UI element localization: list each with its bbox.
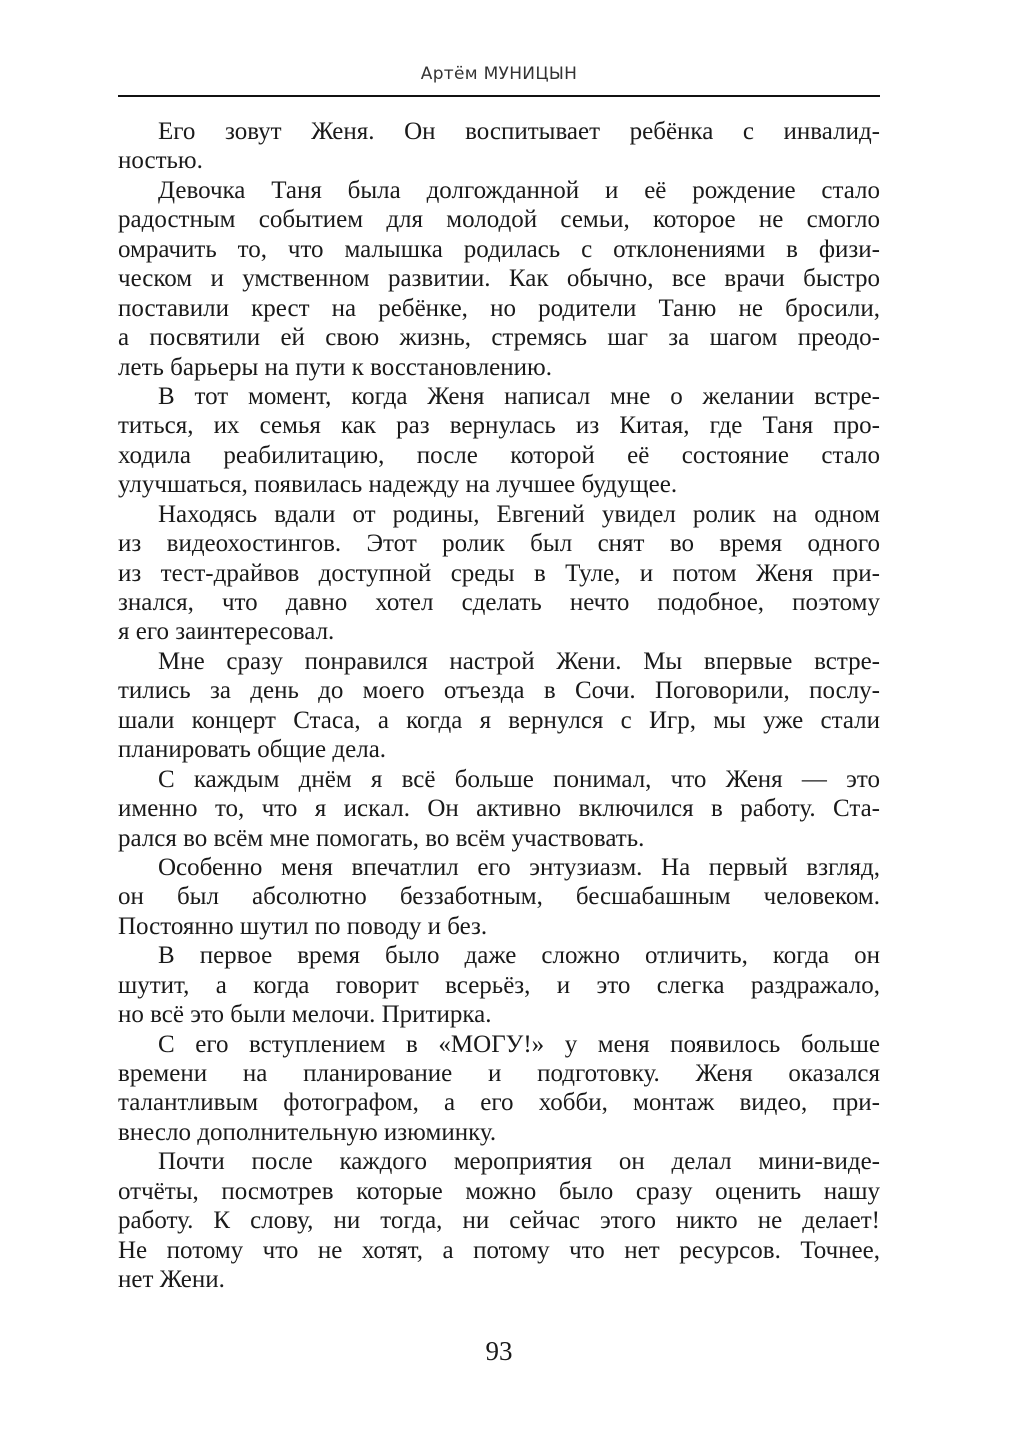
text-line: поставили крест на ребёнке, но родители Таню не бросили, <box>118 294 880 322</box>
text-line: С его вступлением в «МОГУ!» у меня появилось больше <box>158 1030 880 1058</box>
text-line: титься, их семья как раз вернулась из Китая, где Таня про- <box>118 412 880 440</box>
text-line: из видеохостингов. Этот ролик был снят во время одного <box>118 530 880 558</box>
text-line: С каждым днём я всё больше понимал, что Женя — это <box>158 765 880 793</box>
text-line: работу. К слову, ни тогда, ни сейчас этого никто не делает! <box>118 1207 880 1235</box>
text-line: рался во всём мне помогать, во всём участвовать. <box>118 824 645 852</box>
text-line: отчёты, посмотрев которые можно было сразу оценить нашу <box>118 1177 880 1205</box>
text-line: тились за день до моего отъезда в Сочи. Поговорили, послу- <box>118 677 880 705</box>
text-line: шали концерт Стаса, а когда я вернулся с Игр, мы уже стали <box>118 706 880 734</box>
body-text <box>118 117 880 1295</box>
text-line: Девочка Таня была долгожданной и её рождение стало <box>158 176 880 204</box>
text-line: Мне сразу понравился настрой Жени. Мы впервые встре- <box>158 647 880 675</box>
paragraph <box>118 176 880 382</box>
running-header: Артём МУНИЦЫН <box>420 64 578 84</box>
paragraph <box>118 765 880 853</box>
paragraph <box>118 117 880 176</box>
text-line: ходила реабилитацию, после которой её состояние стало <box>118 441 880 469</box>
text-line: Особенно меня впечатлил его энтузиазм. На первый взгляд, <box>158 853 880 881</box>
paragraph <box>118 1147 880 1294</box>
text-line: леть барьеры на пути к восстановлению. <box>118 353 552 381</box>
text-line: нет Жени. <box>118 1266 225 1294</box>
text-line: В первое время было даже сложно отличить, когда он <box>158 942 880 970</box>
paragraph <box>118 382 880 500</box>
text-line: Находясь вдали от родины, Евгений увидел ролик на одном <box>158 500 880 528</box>
text-line: Постоянно шутил по поводу и без. <box>118 912 488 940</box>
text-line: а посвятили ей свою жизнь, стремясь шаг за шагом преодо- <box>118 324 880 352</box>
text-line: но всё это были мелочи. Притирка. <box>118 1001 492 1029</box>
text-line: Почти после каждого мероприятия он делал мини-виде- <box>158 1148 880 1176</box>
header-rule <box>118 95 880 97</box>
text-line: Не потому что не хотят, а потому что нет ресурсов. Точнее, <box>118 1236 880 1264</box>
text-line: именно то, что я искал. Он активно включился в работу. Ста- <box>118 795 880 823</box>
paragraph <box>118 853 880 941</box>
text-line: Его зовут Женя. Он воспитывает ребёнка с инвалид- <box>158 118 880 145</box>
text-line: радостным событием для молодой семьи, которое не смогло <box>118 206 880 234</box>
text-line: ностью. <box>118 147 203 175</box>
text-line: из тест-драйвов доступной среды в Туле, и потом Женя при- <box>118 559 880 587</box>
text-line: улучшаться, появилась надежду на лучшее будущее. <box>118 471 678 499</box>
paragraph <box>118 941 880 1029</box>
paragraph <box>118 1030 880 1148</box>
text-line: шутит, а когда говорит всерьёз, и это слегка раздражало, <box>118 971 880 999</box>
text-line: знался, что давно хотел сделать нечто подобное, поэтому <box>118 589 880 616</box>
text-line: я его заинтересовал. <box>118 618 335 646</box>
text-line: внесло дополнительную изюминку. <box>118 1118 497 1146</box>
paragraph <box>118 500 880 647</box>
text-line: талантливым фотографом, а его хобби, монтаж видео, при- <box>118 1089 880 1117</box>
text-line: времени на планирование и подготовку. Женя оказался <box>118 1060 880 1087</box>
text-line: В тот момент, когда Женя написал мне о желании встре- <box>158 382 880 410</box>
text-line: он был абсолютно беззаботным, бесшабашным человеком. <box>118 883 880 911</box>
text-line: омрачить то, что малышка родилась с отклонениями в физи- <box>118 235 880 263</box>
text-line: планировать общие дела. <box>118 736 387 764</box>
text-line: ческом и умственном развитии. Как обычно, все врачи быстро <box>118 265 880 293</box>
paragraph <box>118 647 880 765</box>
page-number: 93 <box>485 1336 513 1366</box>
